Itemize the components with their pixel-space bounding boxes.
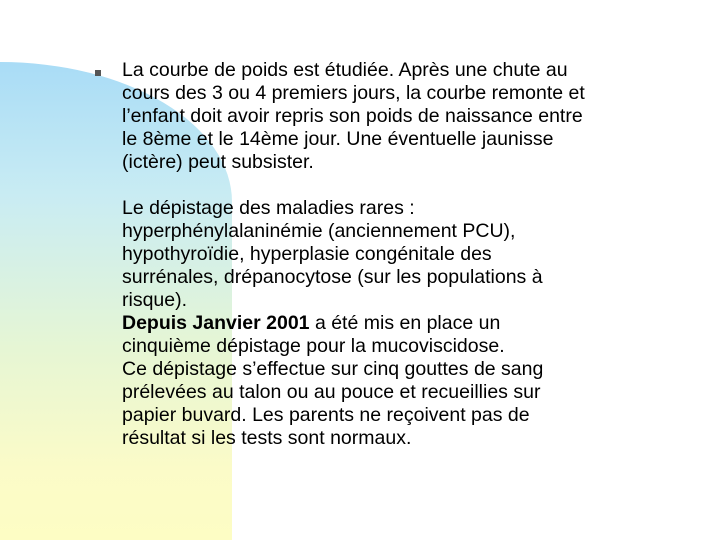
paragraph-screening	[122, 197, 702, 450]
slide-body	[122, 59, 702, 450]
screening-rest: a été mis en place un cinquième dépistage pour la mucoviscidose. Ce dépistage s’effectue sur cinq gouttes de sang prélevées au talon ou au pouce et recueillies sur papier buvard. Les parents ne reçoivent pas de résultat si les tests sont normaux.	[122, 312, 544, 449]
square-bullet-icon	[95, 70, 101, 76]
paragraph-weight-curve: La courbe de poids est étudiée. Après une chute au cours des 3 ou 4 premiers jours, la courbe remonte et l’enfant doit avoir repris son poids de naissance entre le 8ème et le 14ème jour. Une éventuelle jaunisse (ictère) peut subsister.	[122, 59, 585, 173]
screening-intro: Le dépistage des maladies rares : hyperphénylalaninémie (anciennement PCU), hypothyroïdie, hyperplasie congénitale des surrénales, drépanocytose (sur les populations à risque).	[122, 197, 543, 311]
screening-date-bold: Depuis Janvier 2001	[122, 312, 310, 334]
